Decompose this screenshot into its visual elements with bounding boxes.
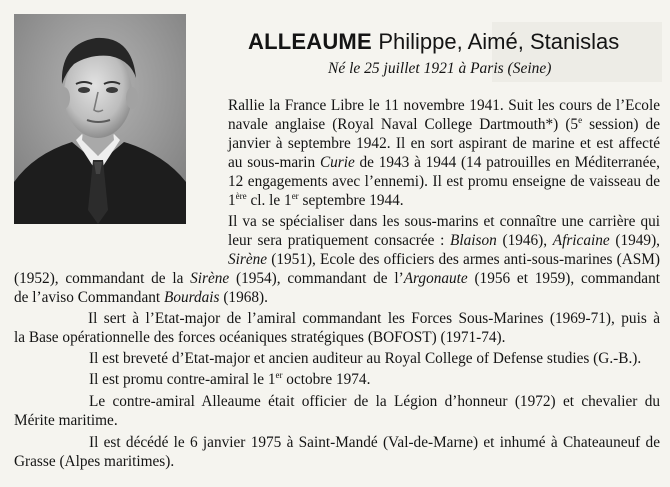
text-run: (1951), Ecole des officiers des armes anti-sous-marines (ASM) [267,251,660,268]
vessel-name: Sirène [190,270,230,287]
text-line [228,136,660,151]
text-run: (1946), [496,232,553,249]
given-names: Philippe, Aimé, Stanislas [378,29,620,54]
text-run: session) de [582,116,660,133]
superscript: e [578,115,583,125]
birth-line: Né le 25 juillet 1921 à Paris (Seine) [328,60,552,77]
text-line [228,155,660,170]
text-line [89,351,641,366]
text-run: Il est breveté d’Etat-major et ancien auditeur au Royal College of Defense studies (G.-B.). [89,350,642,367]
text-run: Grasse (Alpes maritimes). [14,453,175,470]
vessel-name: Africaine [552,232,610,249]
vessel-name: Argonaute [403,270,468,287]
text-run: janvier à septembre 1942. Il en sort aspirant de marine et est affecté [228,135,660,152]
text-line [14,311,660,326]
text-run: septembre 1944. [298,192,404,209]
text-run: de 1943 à 1944 (14 patrouilles en Méditerranée, [354,154,660,171]
superscript: ère [235,191,247,201]
text-run: (1956 et 1959), commandant [467,270,660,287]
text-line [228,98,660,113]
vessel-name: Bourdais [163,289,220,306]
text-run: Le contre-amiral Alleaume était officier de la Légion d’honneur (1972) et chevalier du [89,393,660,410]
portrait-photo [14,14,186,224]
text-line [14,394,660,409]
text-line [89,372,370,387]
text-run: Rallie la France Libre le 11 novembre 1941. Suit les cours de l’Ecole [228,97,660,114]
person-name [248,26,619,56]
text-run: (1949), [609,232,660,249]
text-line [14,413,118,428]
vessel-name: Sirène [228,251,268,268]
portrait-image [14,14,186,224]
text-run: leur sera pratiquement consacrée : [228,232,451,249]
text-run: la Base opérationnelle des forces océaniques stratégiques (BOFOST) (1971-74). [14,329,506,346]
text-line [228,214,660,229]
text-run: navale anglaise (Royal Naval College Dartmouth*) (5 [228,116,579,133]
text-run: Il sert à l’Etat-major de l’amiral commandant les Forces Sous-Marines (1969-71), puis à [88,310,660,327]
text-line [14,330,505,345]
text-run: 1 [228,192,236,209]
text-run: de l’aviso Commandant [14,289,164,306]
text-run: cl. le 1 [246,192,292,209]
text-line [14,454,174,469]
text-line [228,233,660,248]
text-line [14,435,660,450]
text-run: Il est promu contre-amiral le 1 [89,371,276,388]
text-run: au sous-marin [228,154,320,171]
superscript: er [275,370,283,380]
surname: ALLEAUME [248,29,372,54]
text-run: Il va se spécialiser dans les sous-marins et connaître une carrière qui [228,213,660,230]
text-line [228,174,660,189]
text-run: 12 engagements avec l’ennemi). Il est promu enseigne de vaisseau de [228,173,660,190]
text-line [14,271,660,286]
superscript: er [291,191,299,201]
text-run: Mérite maritime. [14,412,118,429]
text-run: Il est décédé le 6 janvier 1975 à Saint-Mandé (Val-de-Marne) et inhumé à Chateauneuf de [89,434,660,451]
text-run: (1954), commandant de l’ [229,270,404,287]
text-line [228,117,660,132]
text-line [228,193,404,208]
text-run: octobre 1974. [282,371,371,388]
text-run: (1968). [219,289,268,306]
text-run: (1952), commandant de la [14,270,191,287]
text-line [14,290,268,305]
vessel-name: Blaison [450,232,497,249]
text-line [228,252,660,267]
vessel-name: Curie [319,154,355,171]
